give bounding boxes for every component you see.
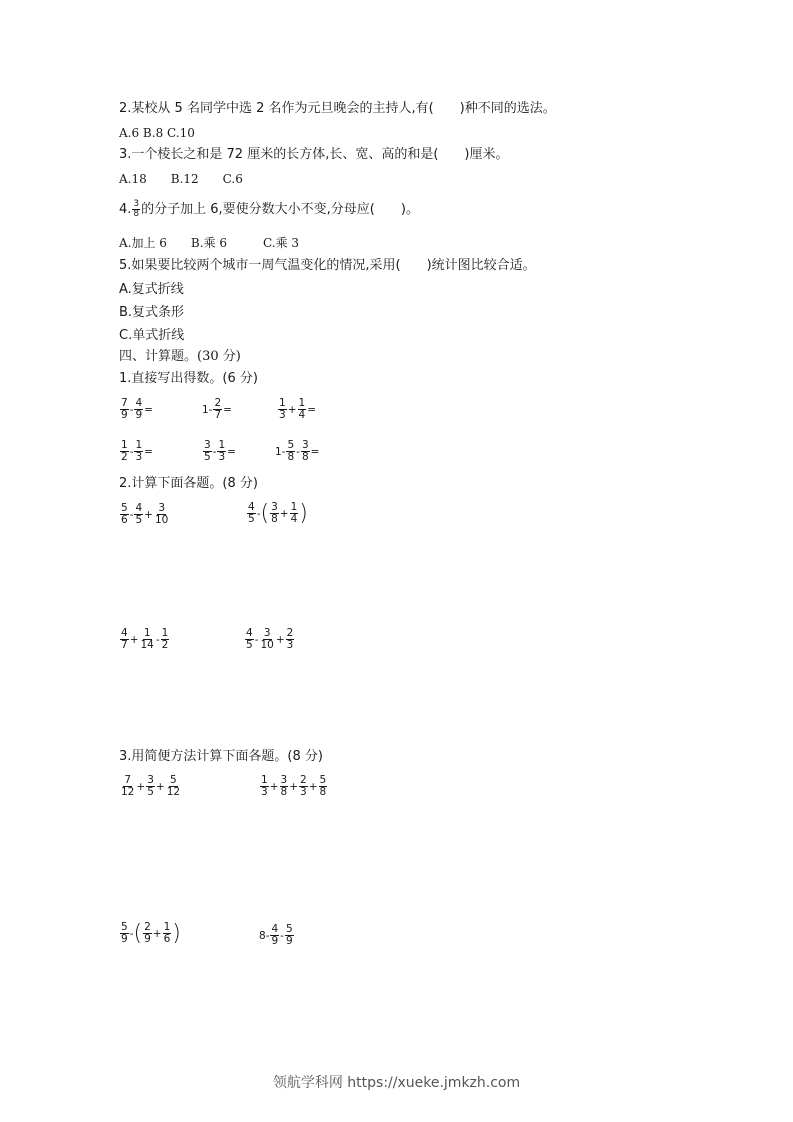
fraction-denominator: 3 bbox=[135, 451, 143, 463]
fraction-denominator: 5 bbox=[248, 513, 255, 525]
operator: - bbox=[129, 445, 134, 458]
fraction-numerator: 1 bbox=[279, 397, 286, 409]
operator: + bbox=[129, 633, 139, 646]
operator: + bbox=[155, 780, 165, 793]
fraction-denominator: 9 bbox=[121, 409, 128, 421]
fraction-numerator: 4 bbox=[135, 397, 143, 409]
fraction-numerator: 3 bbox=[158, 502, 166, 514]
fraction bbox=[143, 922, 152, 945]
fraction bbox=[154, 503, 169, 526]
question-3-options: A.18 B.12 C.6 bbox=[119, 172, 243, 186]
fraction-denominator: 14 bbox=[140, 639, 154, 651]
calc-2-title: 2.计算下面各题。(8 分) bbox=[119, 476, 258, 491]
fraction bbox=[120, 775, 135, 798]
operator: + bbox=[308, 780, 318, 793]
fraction-numerator: 1 bbox=[143, 627, 151, 639]
fraction bbox=[163, 922, 172, 945]
question-4-prefix: 4. bbox=[119, 202, 132, 217]
fraction-denominator: 10 bbox=[154, 514, 169, 526]
operator: + bbox=[144, 508, 153, 521]
fraction-denominator: 6 bbox=[163, 933, 171, 945]
fraction-numerator: 4 bbox=[248, 501, 255, 513]
fraction-numerator: 4 bbox=[121, 627, 128, 639]
operator: 1- bbox=[202, 403, 213, 416]
footer-watermark: 领航学科网 https://xueke.jmkzh.com bbox=[272, 1075, 521, 1091]
fraction bbox=[120, 440, 129, 463]
fraction bbox=[245, 628, 254, 651]
fraction-numerator: 3 bbox=[263, 627, 271, 639]
operator: + bbox=[287, 403, 297, 416]
expression-10 bbox=[244, 628, 295, 651]
operator: = bbox=[307, 403, 316, 416]
operator: - bbox=[256, 507, 261, 520]
expression-6 bbox=[275, 440, 319, 463]
fraction-denominator: 5 bbox=[135, 514, 143, 526]
fraction-numerator: 1 bbox=[261, 774, 268, 786]
fraction-numerator: 5 bbox=[170, 774, 177, 786]
question-2: 2.某校从 5 名同学中选 2 名作为元旦晚会的主持人,有( )种不同的选法。 bbox=[119, 101, 556, 116]
fraction bbox=[286, 440, 295, 463]
fraction-denominator: 5 bbox=[147, 786, 154, 798]
fraction bbox=[213, 398, 222, 421]
fraction bbox=[120, 503, 129, 526]
fraction-numerator: 1 bbox=[121, 439, 128, 451]
fraction-denominator: 9 bbox=[271, 935, 279, 947]
operator: - bbox=[129, 403, 134, 416]
fraction bbox=[161, 628, 170, 651]
fraction-numerator: 4 bbox=[246, 627, 253, 639]
fraction bbox=[299, 775, 308, 798]
expression-3 bbox=[277, 398, 316, 421]
fraction bbox=[120, 398, 129, 421]
fraction-denominator: 4 bbox=[298, 409, 306, 421]
fraction-numerator: 2 bbox=[144, 921, 151, 933]
fraction-denominator: 6 bbox=[121, 514, 128, 526]
fraction-numerator: 7 bbox=[124, 774, 132, 786]
fraction-denominator: 3 bbox=[279, 409, 286, 421]
operator: = bbox=[310, 445, 320, 458]
expression-7 bbox=[119, 503, 170, 526]
fraction bbox=[134, 440, 143, 463]
operator: + bbox=[152, 927, 162, 940]
expression-4 bbox=[119, 440, 153, 463]
fraction-denominator: 8 bbox=[287, 451, 295, 463]
fraction bbox=[260, 775, 269, 798]
fraction-numerator: 1 bbox=[161, 627, 169, 639]
expression-9 bbox=[119, 628, 170, 651]
question-2-options: A.6 B.8 C.10 bbox=[119, 126, 195, 140]
fraction bbox=[146, 775, 155, 798]
fraction-denominator: 5 bbox=[246, 639, 253, 651]
question-5: 5.如果要比较两个城市一周气温变化的情况,采用( )统计图比较合适。 bbox=[119, 258, 536, 273]
fraction-denominator: 3 bbox=[261, 786, 268, 798]
question-4 bbox=[119, 200, 419, 219]
fraction-numerator: 3 bbox=[271, 501, 278, 513]
fraction-denominator: 9 bbox=[121, 933, 128, 945]
fraction bbox=[120, 922, 129, 945]
operator: + bbox=[136, 780, 146, 793]
calc-3-title: 3.用简便方法计算下面各题。(8 分) bbox=[119, 749, 323, 764]
fraction-numerator: 3 bbox=[280, 774, 288, 786]
question-5-option-a: A.复式折线 bbox=[119, 282, 184, 297]
operator: + bbox=[289, 780, 298, 793]
fraction-numerator: 5 bbox=[285, 923, 293, 935]
expression-1 bbox=[119, 398, 153, 421]
fraction-numerator: 3 bbox=[204, 439, 211, 451]
operator: = bbox=[144, 403, 153, 416]
fraction-numerator: 1 bbox=[163, 921, 171, 933]
operator: = bbox=[144, 445, 153, 458]
fraction-numerator: 5 bbox=[121, 921, 128, 933]
fraction bbox=[270, 502, 279, 525]
fraction-denominator: 8 bbox=[319, 786, 327, 798]
fraction-numerator: 5 bbox=[319, 774, 327, 786]
fraction-numerator: 1 bbox=[298, 397, 306, 409]
fraction-denominator: 9 bbox=[285, 935, 293, 947]
fraction-numerator: 1 bbox=[135, 439, 143, 451]
question-5-option-c: C.单式折线 bbox=[119, 328, 185, 343]
expression-14 bbox=[259, 924, 295, 947]
fraction bbox=[278, 398, 287, 421]
expression-12 bbox=[259, 775, 328, 798]
question-4-options: A.加上 6 B.乘 6 C.乘 3 bbox=[119, 236, 300, 250]
fraction-denominator: 3 bbox=[286, 639, 294, 651]
fraction-denominator: 7 bbox=[121, 639, 128, 651]
fraction bbox=[217, 440, 226, 463]
fraction bbox=[203, 440, 212, 463]
parenthesis: ( bbox=[133, 920, 143, 946]
question-4-fraction bbox=[132, 200, 140, 219]
fraction bbox=[319, 775, 328, 798]
fraction-denominator: 2 bbox=[121, 451, 128, 463]
operator: - bbox=[212, 445, 217, 458]
fraction-denominator: 5 bbox=[204, 451, 211, 463]
fraction-numerator: 3 bbox=[133, 199, 140, 209]
fraction-numerator: 1 bbox=[218, 439, 226, 451]
expression-2 bbox=[202, 398, 232, 421]
parenthesis: ) bbox=[299, 500, 308, 526]
operator: = bbox=[227, 445, 236, 458]
fraction bbox=[301, 440, 310, 463]
fraction-numerator: 5 bbox=[121, 502, 128, 514]
operator: 8- bbox=[259, 929, 270, 942]
question-3: 3.一个棱长之和是 72 厘米的长方体,长、宽、高的和是( )厘米。 bbox=[119, 147, 509, 162]
fraction-denominator: 4 bbox=[290, 513, 298, 525]
fraction-denominator: 9 bbox=[135, 409, 143, 421]
operator: = bbox=[223, 403, 232, 416]
fraction-numerator: 2 bbox=[300, 774, 307, 786]
fraction-numerator: 1 bbox=[290, 501, 298, 513]
fraction-numerator: 7 bbox=[121, 397, 128, 409]
fraction bbox=[134, 398, 143, 421]
operator: 1- bbox=[275, 445, 286, 458]
operator: + bbox=[279, 507, 289, 520]
fraction bbox=[247, 502, 256, 525]
parenthesis: ( bbox=[260, 500, 270, 526]
question-5-option-b: B.复式条形 bbox=[119, 305, 185, 320]
fraction bbox=[298, 398, 307, 421]
fraction-numerator: 4 bbox=[271, 923, 279, 935]
fraction bbox=[166, 775, 181, 798]
fraction-denominator: 2 bbox=[161, 639, 169, 651]
fraction bbox=[259, 628, 274, 651]
fraction bbox=[286, 628, 295, 651]
operator: - bbox=[254, 633, 259, 646]
fraction-numerator: 3 bbox=[147, 774, 154, 786]
fraction-numerator: 3 bbox=[301, 439, 309, 451]
fraction-numerator: 2 bbox=[214, 397, 222, 409]
fraction bbox=[270, 924, 279, 947]
fraction bbox=[285, 924, 294, 947]
fraction-denominator: 3 bbox=[300, 786, 307, 798]
fraction-denominator: 12 bbox=[166, 786, 181, 798]
expression-5 bbox=[202, 440, 236, 463]
fraction bbox=[134, 503, 143, 526]
fraction-denominator: 12 bbox=[121, 786, 135, 798]
question-4-suffix: 的分子加上 6,要使分数大小不变,分母应( )。 bbox=[141, 202, 419, 217]
expression-13 bbox=[119, 922, 181, 945]
fraction bbox=[120, 628, 129, 651]
operator: - bbox=[129, 508, 134, 521]
fraction-denominator: 9 bbox=[144, 933, 151, 945]
operator: + bbox=[269, 780, 279, 793]
fraction-denominator: 8 bbox=[271, 513, 278, 525]
section-4-title: 四、计算题。(30 分) bbox=[119, 349, 241, 364]
fraction-denominator: 8 bbox=[133, 209, 140, 219]
fraction bbox=[140, 628, 155, 651]
fraction-denominator: 3 bbox=[218, 451, 226, 463]
expression-11 bbox=[119, 775, 182, 798]
operator: + bbox=[275, 633, 285, 646]
calc-1-title: 1.直接写出得数。(6 分) bbox=[119, 371, 258, 386]
fraction-numerator: 2 bbox=[286, 627, 294, 639]
fraction-denominator: 7 bbox=[214, 409, 222, 421]
fraction bbox=[280, 775, 289, 798]
operator: - bbox=[280, 929, 284, 942]
operator: - bbox=[129, 927, 134, 940]
parenthesis: ) bbox=[172, 920, 181, 946]
fraction bbox=[290, 502, 299, 525]
fraction-numerator: 4 bbox=[135, 502, 143, 514]
fraction-denominator: 10 bbox=[260, 639, 274, 651]
operator: - bbox=[155, 633, 160, 646]
fraction-denominator: 8 bbox=[280, 786, 288, 798]
fraction-numerator: 5 bbox=[287, 439, 295, 451]
fraction-denominator: 8 bbox=[301, 451, 309, 463]
operator: - bbox=[296, 445, 300, 458]
expression-8 bbox=[246, 502, 308, 525]
